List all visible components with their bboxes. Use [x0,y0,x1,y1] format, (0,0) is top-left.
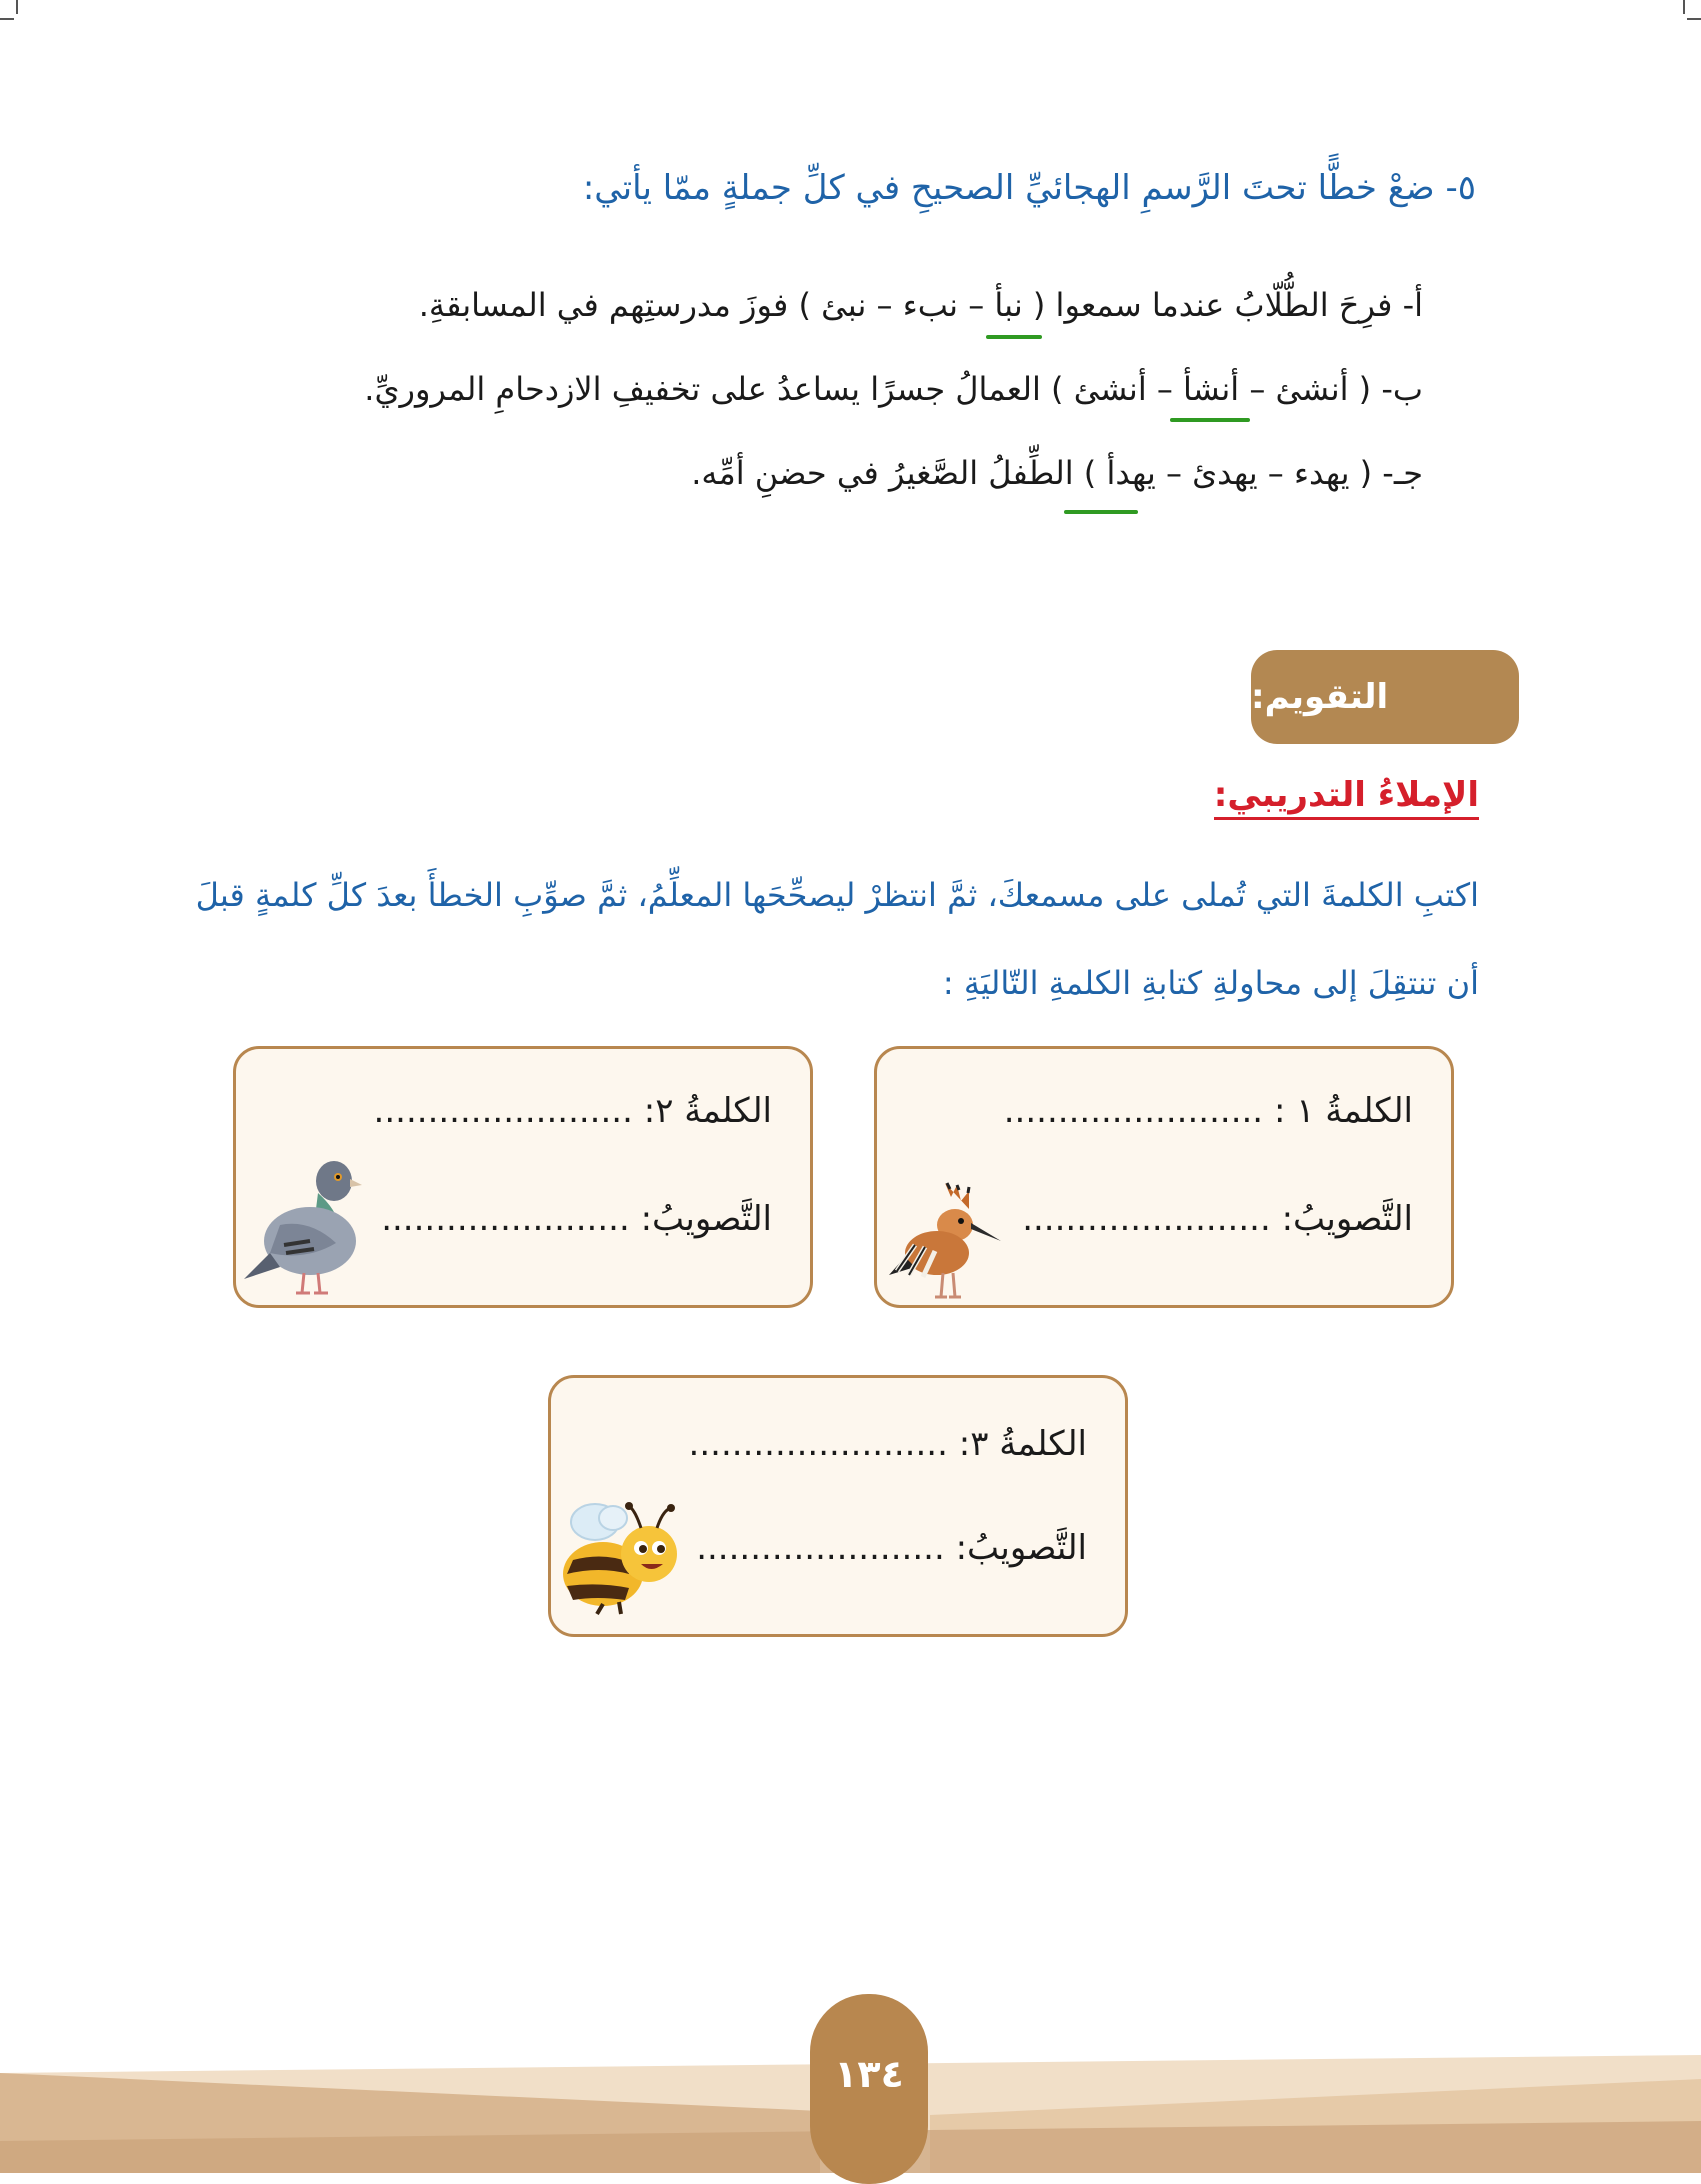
fix-3-label: التَّصويبُ: [955,1528,1087,1568]
fix-2-label: التَّصويبُ: [640,1199,772,1239]
fix-1-blank[interactable]: ....................... [1022,1199,1271,1239]
word-2-row [374,1091,772,1131]
fix-3-blank[interactable]: ....................... [696,1528,945,1568]
exercise-title: ٥- ضعْ خطًّا تحتَ الرَّسمِ الهجائيِّ الصحيحِ في كلِّ جملةٍ ممّا يأتي: [582,168,1476,208]
crop-mark [1687,18,1701,20]
pigeon-icon [240,1149,370,1299]
fix-3-row [696,1528,1087,1568]
crop-mark [0,18,14,20]
word-box-1 [874,1046,1454,1308]
dictation-subheading: الإملاءُ التدريبي: [1214,775,1479,820]
word-box-2 [233,1046,813,1308]
word-1-row [1004,1091,1413,1131]
exercise-item-a: أ- فرِحَ الطُّلّابُ عندما سمعوا ( نبأ – نبء – نبئ ) فوزَ مدرستِهم في المسابقةِ. [418,286,1423,324]
page-number: ١٣٤ [810,1994,928,2184]
word-box-3 [548,1375,1128,1637]
answer-underline [986,335,1042,339]
fix-1-label: التَّصويبُ: [1281,1199,1413,1239]
instruction-line-2: أن تنتقِلَ إلى محاولةِ كتابةِ الكلمةِ التّاليَةِ : [942,964,1479,1002]
crop-mark [1683,0,1685,14]
word-3-row [689,1424,1087,1464]
fix-2-blank[interactable]: ....................... [381,1199,630,1239]
instruction-line-1: اكتبِ الكلمةَ التي تُملى على مسمعكَ، ثمَّ انتظرْ ليصحِّحَها المعلِّمُ، ثمَّ صوِّبِ الخطأَ بعدَ كلِّ كلمةٍ قبلَ [195,876,1479,914]
bee-icon [559,1496,691,1616]
answer-underline [1064,510,1138,514]
fix-1-row [1022,1199,1413,1239]
word-2-blank[interactable]: ........................ [373,1091,633,1131]
word-2-label: الكلمةُ ٢: [643,1091,772,1131]
fix-2-row [381,1199,772,1239]
word-3-blank[interactable]: ........................ [688,1424,948,1464]
evaluation-heading: التقويم: [1251,650,1519,744]
hoopoe-icon [885,1175,1003,1305]
answer-underline [1170,418,1250,422]
crop-mark [16,0,18,14]
word-1-label: الكلمةُ ١ : [1273,1091,1413,1131]
exercise-item-c: جـ- ( يهدء – يهدئ – يهدأ ) الطِّفلُ الصَّغيرُ في حضنِ أمِّه. [691,454,1423,492]
exercise-item-b: ب- ( أنشئ – أنشأ – أنشئ ) العمالُ جسرًا يساعدُ على تخفيفِ الازدحامِ المروريِّ. [364,370,1423,408]
word-1-blank[interactable]: ........................ [1003,1091,1264,1131]
word-3-label: الكلمةُ ٣: [958,1424,1087,1464]
